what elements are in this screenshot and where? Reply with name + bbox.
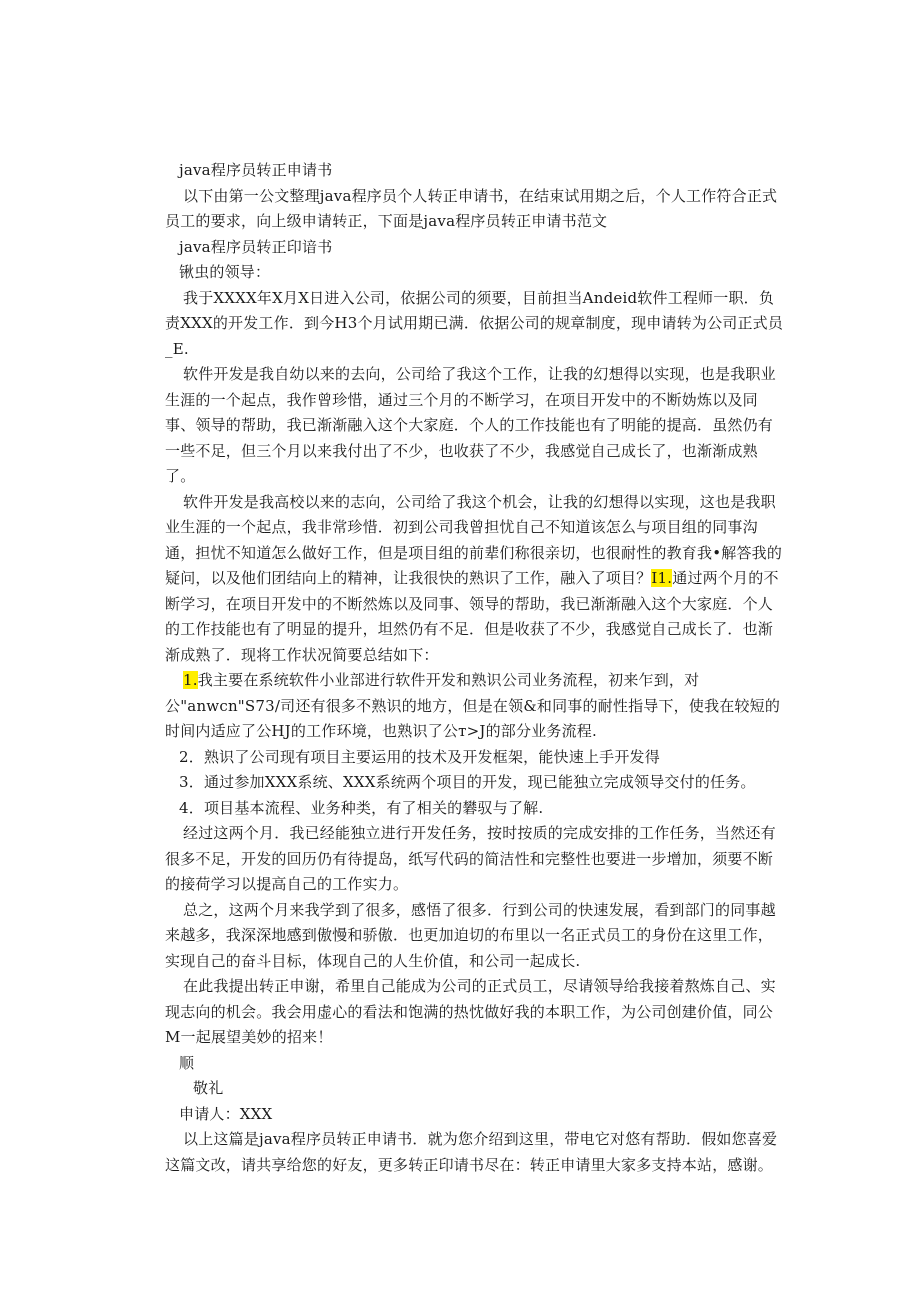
list-item-1-text: 我主要在系统软件小业部进行软件开发和熟识公司业务流程，初来乍到，对公"anwcn"S73/司还有很多不熟识的地方，但是在领&和同事的耐性指导下，使我在较短的时间内适应了公HJ的工作环境，也熟识了公т>J的部分业务流程. xyxy=(165,671,781,740)
paragraph-learning xyxy=(165,490,785,669)
document-title: java程序员转正申请书 xyxy=(179,161,333,179)
list-item-3-number: 3 xyxy=(179,773,189,791)
applicant-signature: 申请人：XXX xyxy=(179,1104,273,1123)
closing-line-1: 顺 xyxy=(179,1053,195,1072)
list-item-4 xyxy=(165,796,785,822)
paragraph-intro-employment: 我于XXXX年X月X日进入公司，依据公司的须要，目前担当Andeid软件工程师一职．负责XXX的开发工作．到今H3个月试用期已满．依据公司的规章制度，现申请转为公司正式员_E. xyxy=(165,288,784,358)
list-item-2-text: ．熟识了公司现有项目主要运用的技术及开发框架，能快速上手开发得 xyxy=(188,747,660,766)
list-item-1-number: 1. xyxy=(183,671,198,689)
list-item-2 xyxy=(165,745,785,771)
salutation: 锹虫的领导： xyxy=(179,263,271,281)
list-item-3-text: ．通过参加XXX系统、XXX系统两个项目的开发，现已能独立完成领导交付的任务。 xyxy=(188,773,756,791)
paragraph-progress: 经过这两个月．我已经能独立进行开发任务，按时按质的完成安排的工作任务，当然还有很多不足，开发的回历仍有待提岛，纸写代码的简洁性和完整性也要进一步增加，须要不断的接荷学习以提高自己的工作实力。 xyxy=(165,824,776,893)
list-item-4-number: 4 xyxy=(179,798,189,817)
paragraph-summary: 总之，这两个月来我学到了很多，感悟了很多．行到公司的快速发展，看到部门的同事越来越多，我深深地感到傲慢和骄傲．也更加迫切的布里以一名正式员工的身份在这里工作，实现自己的奋斗目标，体现自己的人生价值，和公司一起成长. xyxy=(165,900,776,970)
paragraph-learning-part1: 软件开发是我高校以来的志向，公司给了我这个机会，让我的幻想得以实现，这也是我职业生涯的一个起点，我非常珍惜．初到公司我曾担忧自己不知道该怎么与项目组的同事沟通，担忧不知道怎么做好工作，但是项目组的前辈们称很亲切，也很耐性的教育我•解答我的疑问，以及他们团结向上的精神，让我很快的熟识了工作，融入了项目？ xyxy=(165,492,783,587)
list-item-1 xyxy=(165,668,785,745)
paragraph-learning-part2: 通过两个月的不断学习，在项目开发中的不断然炼以及同事、领导的帮助，我已渐渐融入这个大家庭．个人的工作技能也有了明显的提升，坦然仍有不足．但是收获了不少，我感觉自己成长了．也渐渐成熟了．现将工作状况简要总结如下： xyxy=(165,569,779,664)
paragraph-career-start: 软件开发是我自幼以来的去向，公司给了我这个工作，让我的幻想得以实现，也是我职业生涯的一个起点，我作曾珍惜，通过三个月的不断学习，在项目开发中的不断妫炼以及同事、领导的帮助，我已渐渐融入这个大家庭．个人的工作技能也有了明能的提高．虽然仍有一些不足，但三个月以来我付出了不少，也收获了不少，我感觉自己成长了，也渐渐成熟了。 xyxy=(165,365,776,485)
closing-line-2: 敬礼 xyxy=(193,1079,224,1097)
footer-note: 以上这篇是java程序员转正申请书．就为您介绍到这里，带电它对悠有帮助．假如您喜爱这篇文改，请共享给您的好友，更多转正印请书尽在：转正申请里大家多支持本站，感谢。 xyxy=(165,1130,778,1174)
document-subtitle: java程序员转正印谙书 xyxy=(179,237,333,256)
list-item-3 xyxy=(165,770,785,796)
paragraph-request: 在此我提出转正申谢，希里自己能成为公司的正式员工，尽请领导给我接着熬炼自己、实现志向的机会。我会用虚心的看法和饱满的热忱做好我的本职工作，为公司创建价值，同公M一起展望美妙的招来！ xyxy=(165,977,776,1046)
list-item-4-text: ．项目基本流程、业务种类，有了相关的礬驭与了解. xyxy=(188,798,544,817)
highlighted-mark: I1. xyxy=(651,569,673,587)
list-item-2-number: 2 xyxy=(179,747,189,766)
intro-paragraph: 以下由第一公文整理java程序员个人转正申请书，在结束试用期之后，个人工作符合正式员工的要求，向上级申请转正，下面是java程序员转正申请书范文 xyxy=(165,186,778,230)
document-body xyxy=(165,158,785,1178)
